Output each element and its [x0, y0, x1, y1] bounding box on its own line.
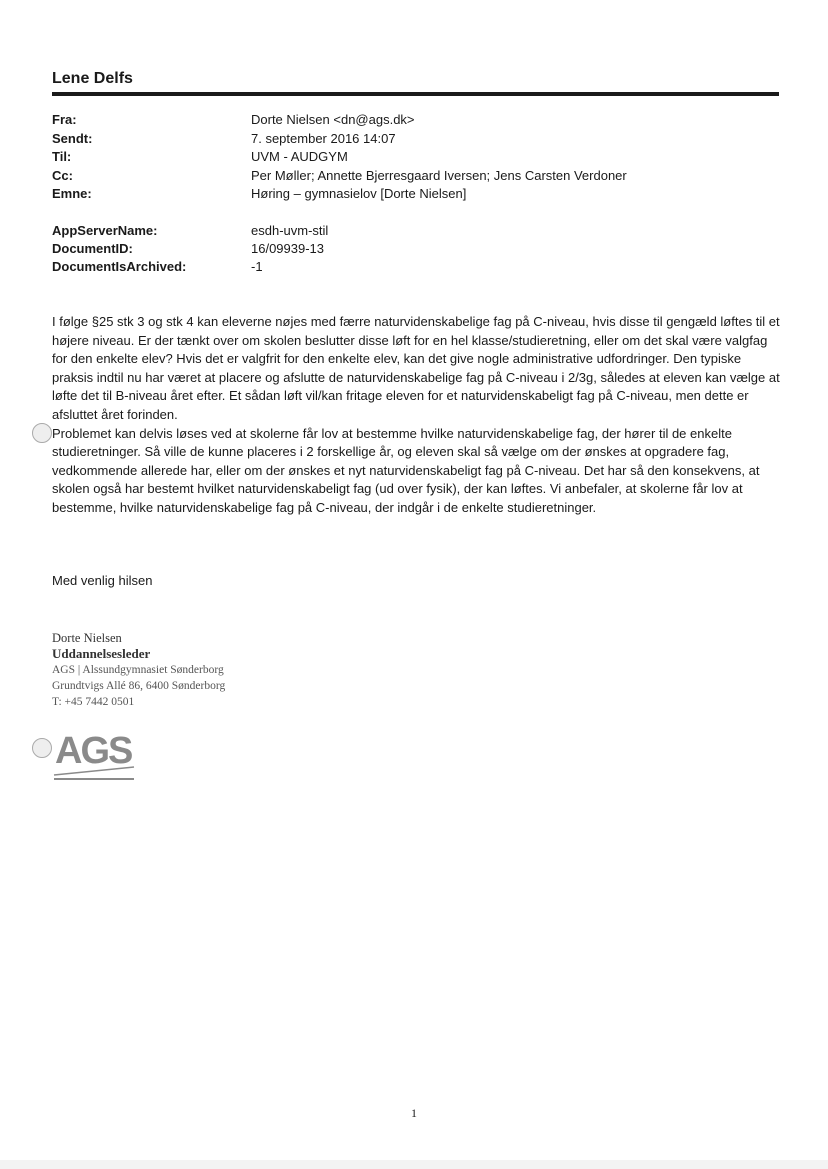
signature-address: Grundtvigs Allé 86, 6400 Sønderborg: [52, 680, 226, 692]
body-paragraph: I følge §25 stk 3 og stk 4 kan eleverne nøjes med færre naturvidenskabelige fag på C-niveau, hvis disse til gengæld løftes til et højere niveau. Er der tænkt over om skolen beslutter disse løft for en hel klasse/studieretning, eller om det skal være valgfag for den enkelte elev? Hvis det er valgfrit for den enkelte elev, kan det give nogle administrative udfordringer. Den typiske praksis indtil nu har været at placere og afslutte de naturvidenskabelige fag på C-niveau i 2/3g, således at eleven kan vælge at løfte det til B-niveau året efter. Et sådan løft vil/kan fritage eleven for et naturvidenskabeligt fag på C-niveau, men dette er afsluttet året forinden.: [52, 314, 780, 422]
signature-phone: T: +45 7442 0501: [52, 696, 135, 708]
email-field-label: Til:: [52, 149, 72, 164]
email-field-value: UVM - AUDGYM: [251, 149, 348, 164]
meta-field-value: esdh-uvm-stil: [251, 223, 329, 238]
meta-field-value: 16/09939-13: [251, 241, 325, 256]
email-field-value: Dorte Nielsen <dn@ags.dk>: [251, 112, 415, 127]
email-body: [52, 313, 780, 518]
ags-logo-graphic: [50, 727, 140, 785]
header-rule: [52, 92, 779, 96]
email-field-value: 7. september 2016 14:07: [251, 131, 396, 146]
email-field-value: Høring – gymnasielov [Dorte Nielsen]: [251, 186, 467, 201]
email-field-label: Emne:: [52, 186, 92, 201]
signature-title: Uddannelsesleder: [52, 646, 151, 661]
email-field-label: Sendt:: [52, 131, 93, 146]
meta-field-label: AppServerName:: [52, 223, 158, 238]
email-field-label: Cc:: [52, 168, 73, 183]
meta-field-value: -1: [251, 259, 263, 274]
body-paragraph: Problemet kan delvis løses ved at skolerne får lov at bestemme hvilke naturvidenskabelige fag, der hører til de enkelte studieretninger. Så ville de kunne placeres i 2 forskellige år, og eleven skal så vælge om der ønskes at opgradere fag, vedkommende allerede har, eller om der ønskes et nyt naturvidenskabeligt fag på C-niveau. Det har så den konsekvens, at skolen også har bestemt hvilket naturvidenskabeligt fag (ud over fysik), der kan løftes. Vi anbefaler, at skolerne får lov at bestemme, hvilke naturvidenskabelige fag på C-niveau, der indgår i de enkelte studieretninger.: [52, 425, 760, 515]
email-field-value: Per Møller; Annette Bjerresgaard Iversen; Jens Carsten Verdoner: [251, 168, 627, 183]
closing-text: Med venlig hilsen: [52, 573, 153, 588]
scan-bottom-edge: [0, 1160, 828, 1169]
signature-name: Dorte Nielsen: [52, 631, 122, 645]
ags-logo-text: AGS: [55, 730, 132, 772]
email-field-label: Fra:: [52, 112, 77, 127]
sender-name: Lene Delfs: [52, 70, 133, 87]
signature-block: [52, 630, 225, 710]
signature-org: AGS | Alssundgymnasiet Sønderborg: [52, 664, 224, 676]
punch-hole-mark: [32, 738, 52, 758]
meta-field-label: DocumentID:: [52, 241, 133, 256]
page-number: 1: [411, 1106, 417, 1120]
ags-logo: [50, 727, 140, 790]
meta-field-label: DocumentIsArchived:: [52, 259, 187, 274]
punch-hole-mark: [32, 423, 52, 443]
